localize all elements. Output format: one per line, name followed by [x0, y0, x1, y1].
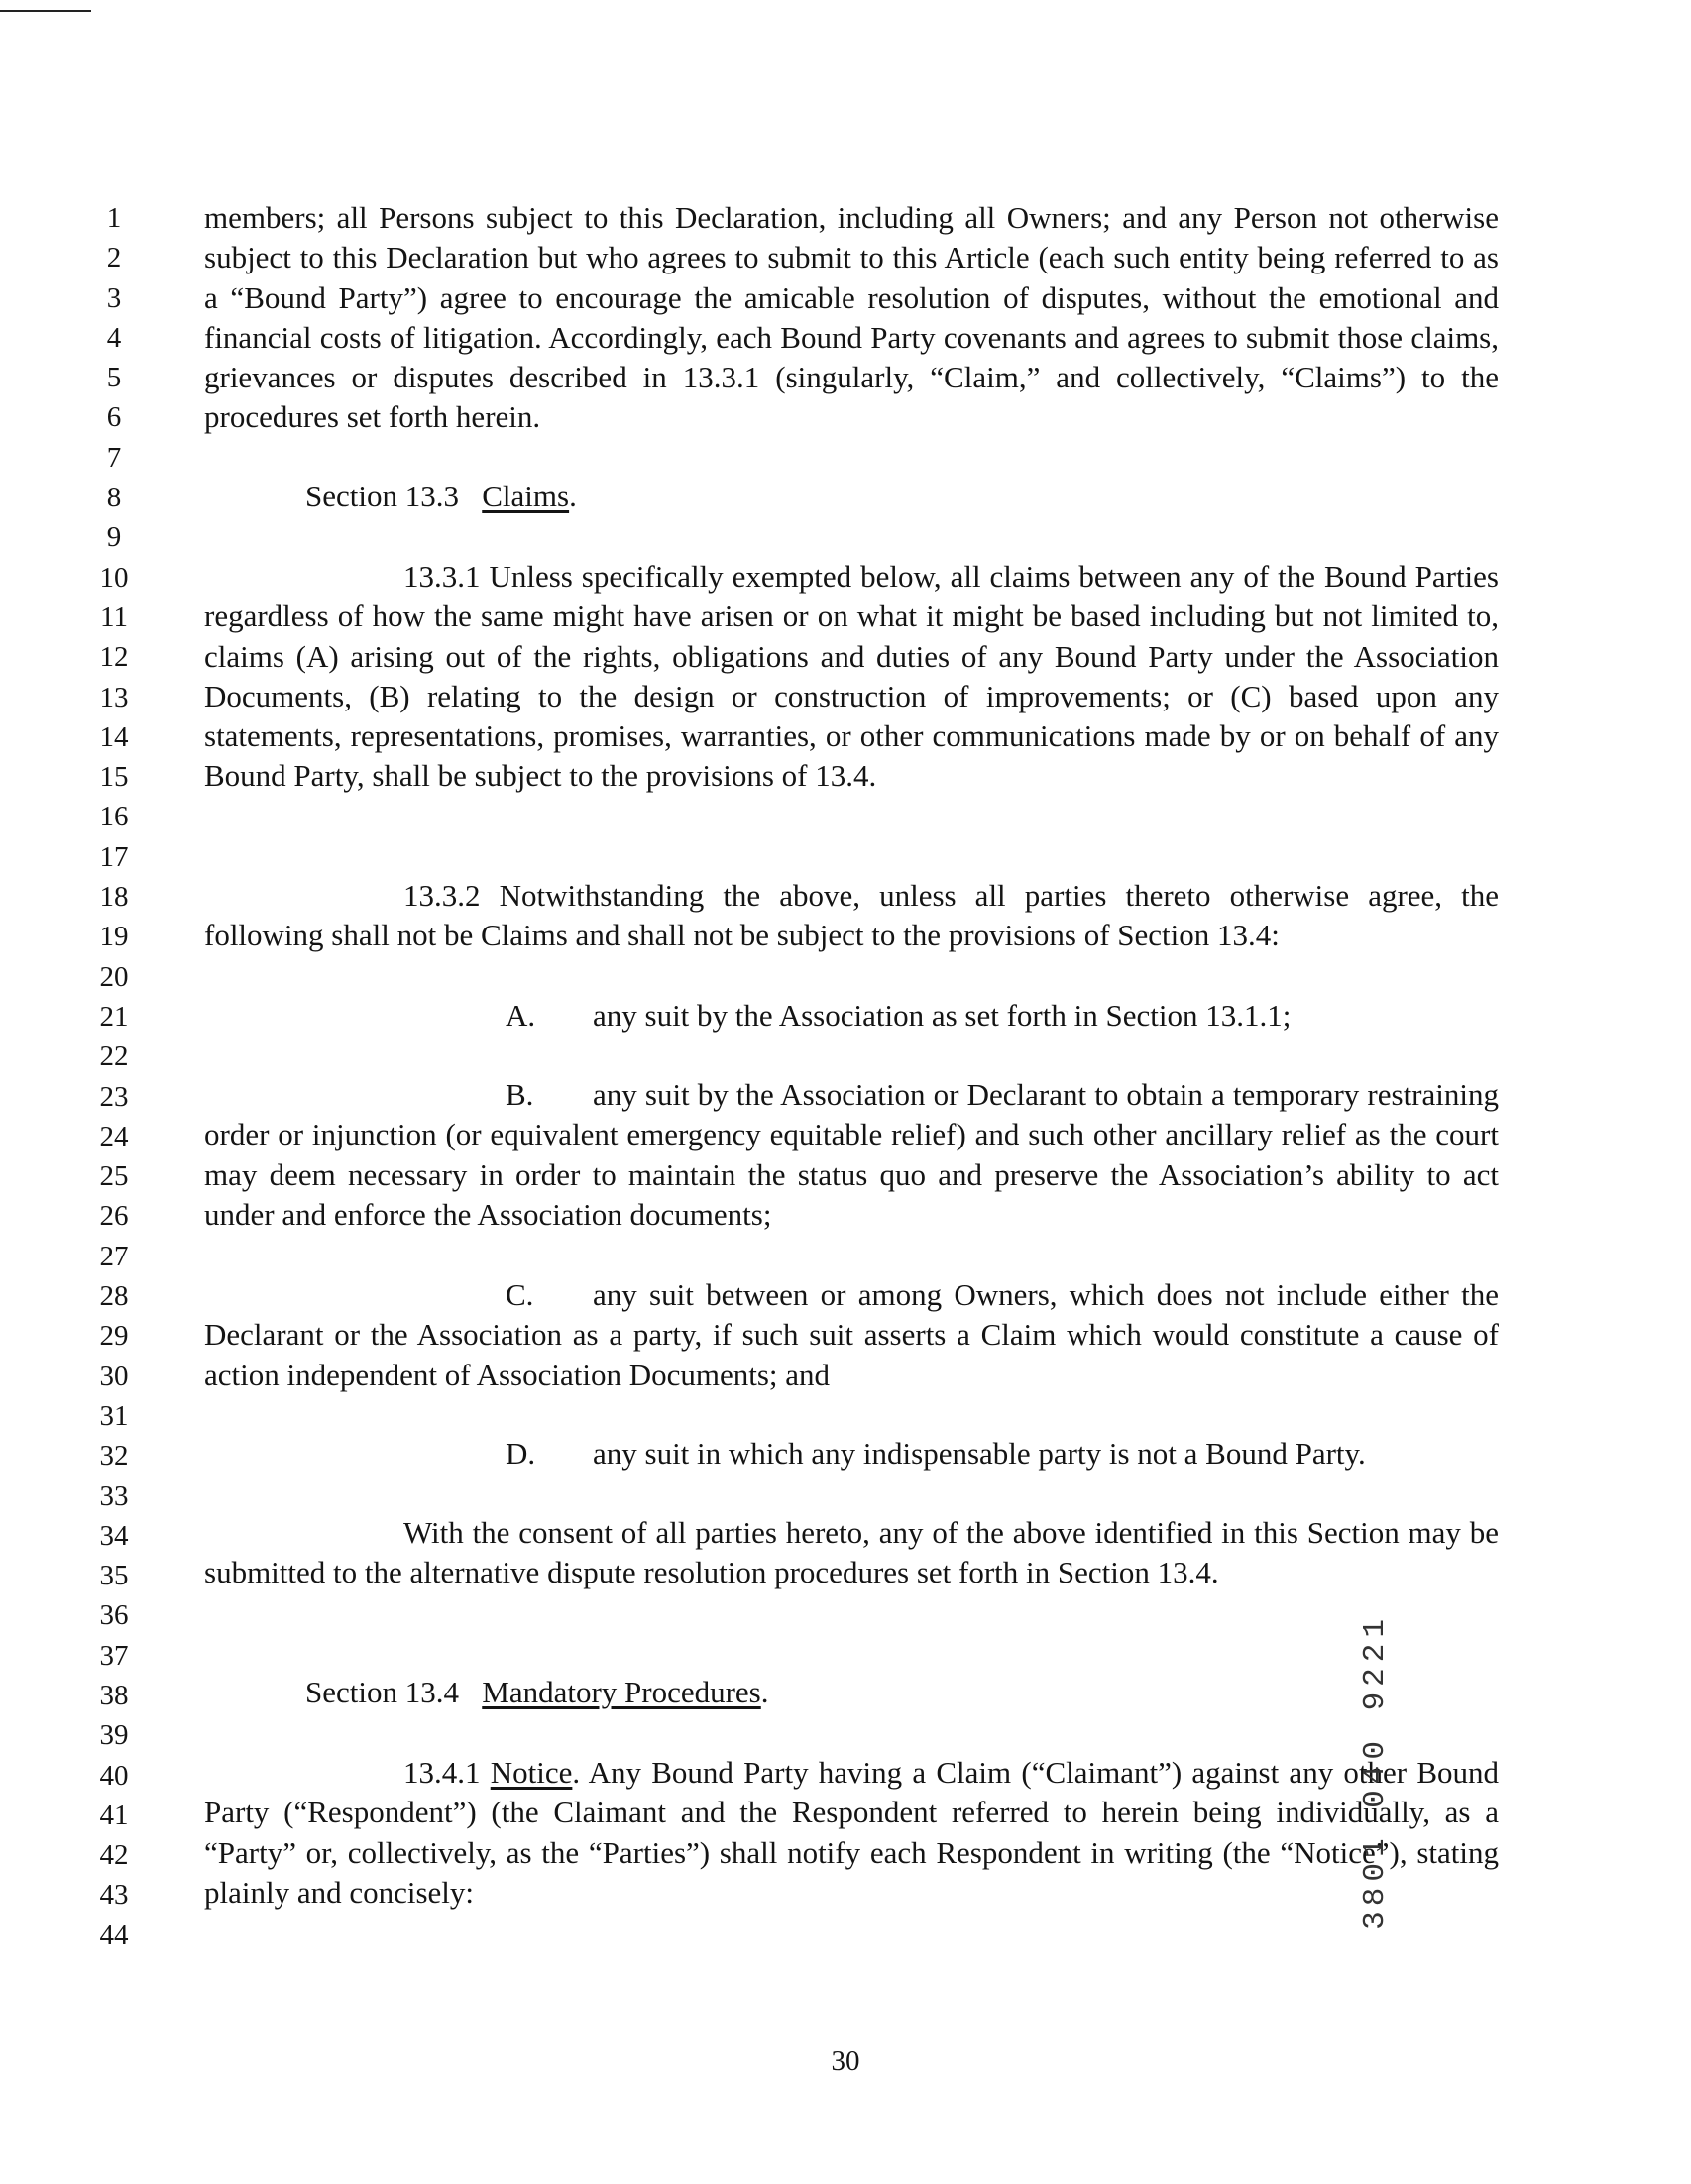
consent-text: With the consent of all parties hereto, any of the above identified in this Section may be submitted to the alternative dispute resolution procedures set forth in Section 13.4. [204, 1515, 1499, 1590]
line-number: 27 [99, 1240, 129, 1272]
line-number: 4 [106, 321, 122, 354]
paragraph-13-4-1-text: . Any Bound Party having a Claim (“Claimant”) against any other Bound Party (“Respondent”) (the Claimant and the Respondent referred to herein being individually, as a “Party” or, collectively, as the “Parties”) shall notify each Respondent in writing (the “Notice”), stating plainly and concisely: [204, 1755, 1500, 1910]
paragraph-13-4-1-title: Notice [490, 1755, 573, 1790]
line-number: 33 [99, 1479, 129, 1512]
section-13-4-end: . [760, 1675, 769, 1709]
line-number: 29 [99, 1320, 129, 1353]
list-item-b-text: any suit by the Association or Declarant to obtain a temporary restraining order or injunction (or equivalent emergency equitable relief) and such other ancillary relief as the court may deem necessary in order to maintain the status quo and preserve the Association’s ability to act under and enforce the Association documents; [204, 1077, 1499, 1232]
line-number: 36 [99, 1599, 129, 1632]
intro-paragraph [204, 198, 1499, 438]
line-number: 15 [99, 761, 129, 794]
recording-stamp: 3801 040 9221 [1358, 1613, 1393, 1930]
list-item-c-letter: C. [506, 1277, 534, 1312]
line-number: 5 [106, 362, 122, 394]
paragraph-13-4-1 [204, 1753, 1499, 1912]
paragraph-13-3-1-text: 13.3.1 Unless specifically exempted below, all claims between any of the Bound Parties regardless of how the same might have arisen or on what it might be based including but not limited to, claims (A) arising out of the rights, obligations and duties of any Bound Party under the Association Documents, (B) relating to the design or construction of improvements; or (C) based upon any statements, representations, promises, warranties, or other communications made by or on behalf of any Bound Party, shall be subject to the provisions of 13.4. [204, 559, 1499, 794]
paragraph-13-4-1-number: 13.4.1 [403, 1755, 481, 1790]
line-number: 44 [99, 1918, 129, 1951]
line-number: 7 [106, 441, 122, 474]
paragraph-13-3-2-text: 13.3.2 Notwithstanding the above, unless all parties thereto otherwise agree, the following shall not be Claims and shall not be subject to the provisions of Section 13.4: [204, 878, 1499, 953]
line-number: 30 [99, 1360, 129, 1392]
line-number: 35 [99, 1560, 129, 1592]
line-number: 31 [99, 1399, 129, 1432]
line-number: 19 [99, 921, 129, 953]
line-number: 8 [106, 482, 122, 514]
section-13-4-title: Mandatory Procedures [482, 1675, 761, 1709]
section-13-3-end: . [569, 479, 577, 513]
line-number: 26 [99, 1200, 129, 1233]
list-item-c-text: any suit between or among Owners, which does not include either the Declarant or the Association as a party, if such suit asserts a Claim which would constitute a cause of action independent of Association Documents; and [204, 1277, 1499, 1392]
paragraph-13-3-1 [204, 557, 1499, 797]
list-item-a-text: any suit by the Association as set forth in Section 13.1.1; [593, 998, 1292, 1033]
consent-paragraph [204, 1513, 1499, 1593]
line-number: 10 [99, 561, 129, 594]
line-number: 9 [106, 521, 122, 554]
line-number: 39 [99, 1719, 129, 1752]
line-number: 21 [99, 1000, 129, 1033]
line-number: 6 [106, 401, 122, 434]
line-number: 3 [106, 281, 122, 314]
line-number: 24 [99, 1120, 129, 1152]
line-number: 12 [99, 641, 129, 674]
line-number: 32 [99, 1440, 129, 1473]
line-number: 17 [99, 840, 129, 873]
line-number: 38 [99, 1679, 129, 1711]
line-numbers [91, 198, 137, 1955]
paragraph-13-3-2 [204, 876, 1499, 956]
line-number: 11 [100, 601, 128, 633]
section-13-4-number: Section 13.4 [305, 1675, 459, 1709]
line-number: 28 [99, 1280, 129, 1313]
section-13-3-number: Section 13.3 [305, 479, 459, 513]
list-item-b [204, 1075, 1499, 1235]
list-item-b-letter: B. [506, 1077, 534, 1112]
top-left-rule [0, 10, 91, 12]
line-number: 16 [99, 801, 129, 833]
line-number: 20 [99, 960, 129, 993]
line-number: 23 [99, 1080, 129, 1113]
line-number: 1 [106, 202, 122, 234]
line-number: 40 [99, 1759, 129, 1792]
list-item-c [204, 1275, 1499, 1395]
list-item-a-letter: A. [506, 998, 536, 1033]
section-13-4-heading [305, 1673, 769, 1712]
line-number: 22 [99, 1040, 129, 1073]
section-13-3-heading [305, 477, 577, 516]
line-number: 2 [106, 242, 122, 274]
line-number: 42 [99, 1839, 129, 1872]
list-item-d [506, 1434, 1366, 1474]
line-number: 14 [99, 720, 129, 753]
list-item-a [506, 996, 1291, 1036]
line-number: 43 [99, 1879, 129, 1911]
line-number: 25 [99, 1160, 129, 1193]
page-number: 30 [831, 2045, 860, 2077]
intro-text: members; all Persons subject to this Declaration, including all Owners; and any Person not otherwise subject to this Declaration but who agrees to submit to this Article (each such entity being referred to as a “Bound Party”) agree to encourage the amicable resolution of disputes, without the emotional and financial costs of litigation. Accordingly, each Bound Party covenants and agrees to submit those claims, grievances or disputes described in 13.3.1 (singularly, “Claim,” and collectively, “Claims”) to the procedures set forth herein. [204, 200, 1499, 435]
line-number: 41 [99, 1799, 129, 1831]
line-number: 37 [99, 1639, 129, 1672]
list-item-d-text: any suit in which any indispensable party is not a Bound Party. [593, 1436, 1366, 1471]
line-number: 13 [99, 681, 129, 713]
line-number: 18 [99, 881, 129, 914]
section-13-3-title: Claims [482, 479, 570, 513]
line-number: 34 [99, 1519, 129, 1552]
list-item-d-letter: D. [506, 1436, 536, 1471]
